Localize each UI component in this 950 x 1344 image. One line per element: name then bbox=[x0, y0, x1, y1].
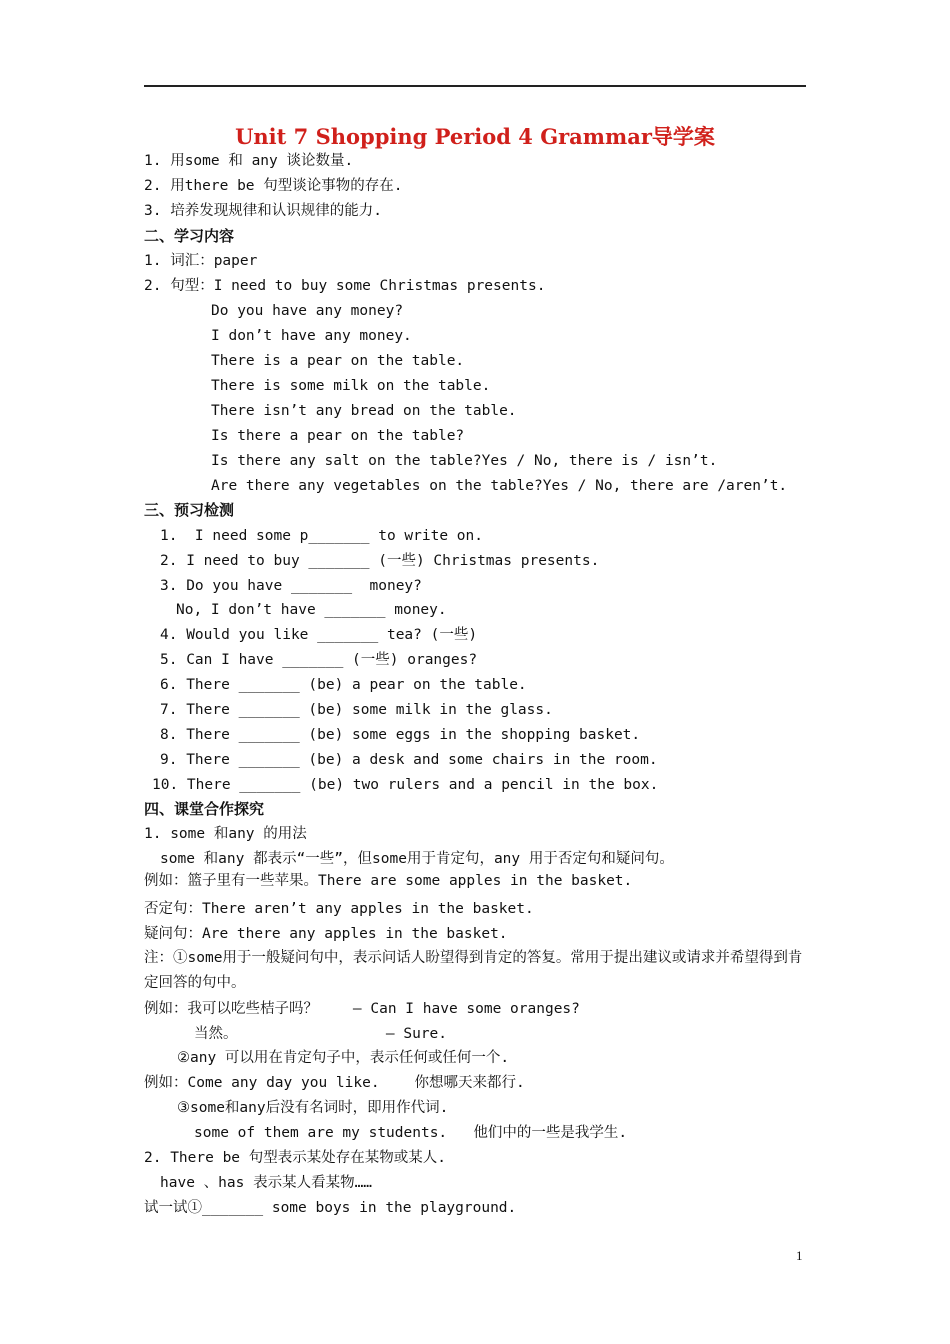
sentence-item: There is some milk on the table. bbox=[211, 378, 491, 394]
exercise-item: 10. There _______ (be) two rulers and a pencil in the box. bbox=[152, 777, 659, 793]
some-any-title: 1. some 和any 的用法 bbox=[144, 826, 307, 842]
section-4-heading: 四、课堂合作探究 bbox=[144, 800, 265, 818]
example-2b: 当然。 — Sure. bbox=[194, 1026, 448, 1042]
objective-2: 2. 用there be 句型谈论事物的存在. bbox=[144, 178, 403, 194]
sentence-item: There isn’t any bread on the table. bbox=[211, 403, 517, 419]
exercise-item: 3. Do you have _______ money? bbox=[160, 578, 422, 594]
exercise-item: 8. There _______ (be) some eggs in the shopping basket. bbox=[160, 727, 641, 743]
example-2: 例如：我可以吃些桔子吗？ — Can I have some oranges? bbox=[144, 1001, 580, 1017]
sentence-item: Are there any vegetables on the table?Yes / No, there are /aren’t. bbox=[211, 478, 788, 494]
objective-1: 1. 用some 和 any 谈论数量. bbox=[144, 153, 354, 169]
exercise-item: 1. I need some p_______ to write on. bbox=[160, 528, 484, 544]
exercise-item: 5. Can I have _______ (一些) oranges? bbox=[160, 652, 478, 668]
some-any-desc: some 和any 都表示“一些”，但some用于肯定句，any 用于否定句和疑问句。 bbox=[160, 851, 674, 867]
sentence-item: There is a pear on the table. bbox=[211, 353, 465, 369]
vocab-line: 1. 词汇：paper bbox=[144, 253, 258, 269]
example-3: 例如：Come any day you like. 你想哪天来都行. bbox=[144, 1075, 525, 1091]
sentence-item: Do you have any money? bbox=[211, 303, 404, 319]
page-title: Unit 7 Shopping Period 4 Grammar导学案 bbox=[235, 124, 715, 149]
there-be-title: 2. There be 句型表示某处存在某物或某人. bbox=[144, 1150, 446, 1166]
exercise-item: No, I don’t have _______ money. bbox=[176, 602, 447, 618]
note-1: 注：①some用于一般疑问句中，表示问话人盼望得到肯定的答复。常用于提出建议或请求并希望得到肯定回答的句中。 bbox=[144, 950, 803, 991]
exercise-item: 2. I need to buy _______ (一些) Christmas presents. bbox=[160, 553, 600, 569]
question-example: 疑问句：Are there any apples in the basket. bbox=[144, 926, 508, 942]
header-rule bbox=[144, 85, 806, 87]
example-1: 例如：篮子里有一些苹果。There are some apples in the basket. bbox=[144, 873, 633, 889]
page-number: 1 bbox=[796, 1248, 803, 1263]
negative-example: 否定句：There aren’t any apples in the basket. bbox=[144, 901, 534, 917]
exercise-item: 7. There _______ (be) some milk in the glass. bbox=[160, 702, 553, 718]
sentence-item: Is there a pear on the table? bbox=[211, 428, 465, 444]
exercise-item: 9. There _______ (be) a desk and some chairs in the room. bbox=[160, 752, 658, 768]
have-has-desc: have 、has 表示某人看某物…… bbox=[160, 1175, 373, 1191]
section-3-heading: 三、预习检测 bbox=[144, 501, 235, 519]
note-3: ③some和any后没有名词时，即用作代词. bbox=[177, 1100, 449, 1116]
sentence-item: Is there any salt on the table?Yes / No, there is / isn’t. bbox=[211, 453, 718, 469]
try-exercise: 试一试①_______ some boys in the playground. bbox=[144, 1200, 517, 1216]
exercise-item: 4. Would you like _______ tea? (一些) bbox=[160, 627, 478, 643]
sentence-item: I don’t have any money. bbox=[211, 328, 412, 344]
note-2: ②any 可以用在肯定句子中，表示任何或任何一个. bbox=[177, 1050, 510, 1066]
sentence-pattern-label: 2. 句型：I need to buy some Christmas presents. bbox=[144, 278, 546, 294]
exercise-item: 6. There _______ (be) a pear on the table. bbox=[160, 677, 527, 693]
objective-3: 3. 培养发现规律和认识规律的能力. bbox=[144, 203, 382, 219]
section-2-heading: 二、学习内容 bbox=[144, 227, 235, 245]
example-4: some of them are my students. 他们中的一些是我学生. bbox=[194, 1125, 628, 1141]
